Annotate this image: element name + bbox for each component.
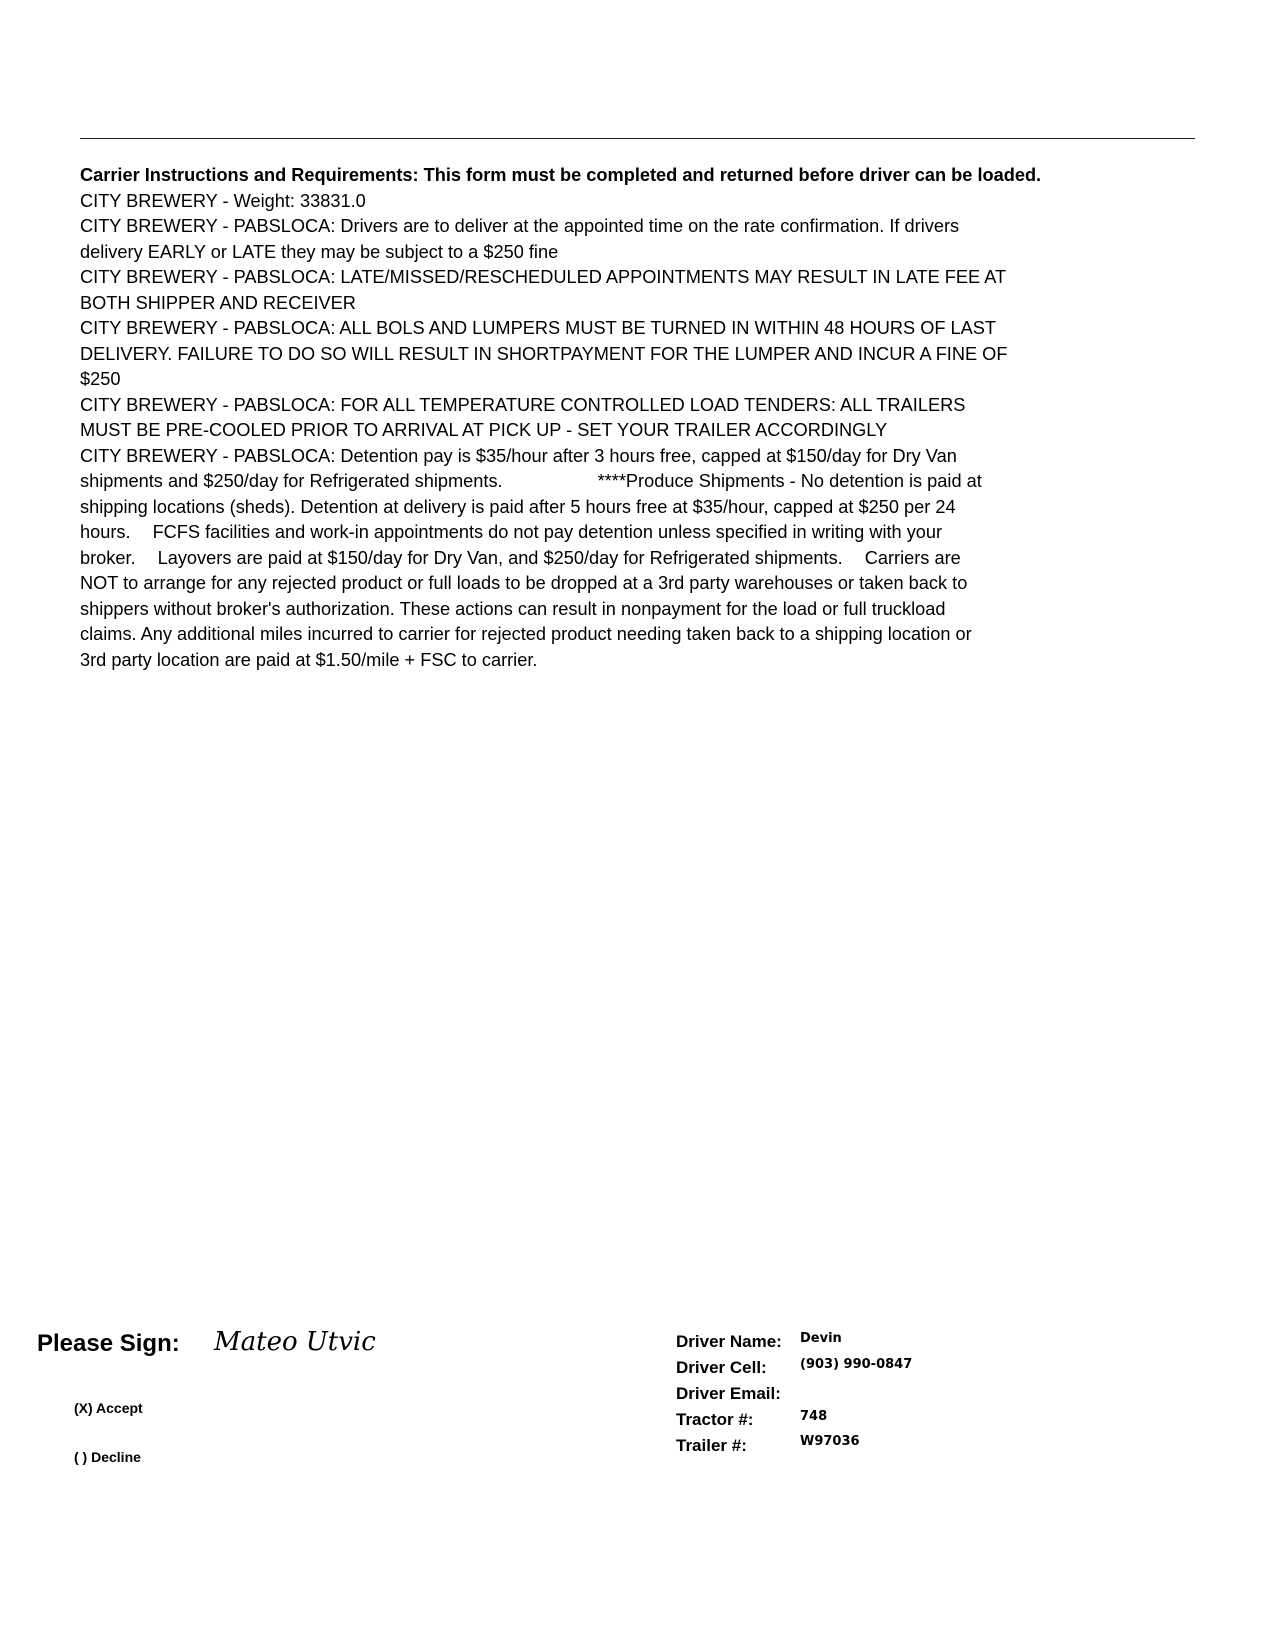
carrier-instructions (80, 163, 1200, 673)
accept-option[interactable]: (X) Accept (74, 1400, 143, 1416)
driver-cell-label: Driver Cell: (676, 1358, 767, 1377)
instruction-line: CITY BREWERY - PABSLOCA: LATE/MISSED/RESCHEDULED APPOINTMENTS MAY RESULT IN LATE FEE AT (80, 267, 1007, 287)
instruction-line: claims. Any additional miles incurred to carrier for rejected product needing taken back to a shipping location or (80, 624, 972, 644)
instruction-line: shipping locations (sheds). Detention at delivery is paid after 5 hours free at $35/hour, capped at $250 per 24 (80, 496, 956, 517)
instruction-text: Carriers are (864, 547, 961, 568)
decline-option[interactable]: ( ) Decline (74, 1449, 141, 1465)
instruction-text: FCFS facilities and work-in appointments do not pay detention unless specified in writing with your (152, 522, 943, 542)
instruction-line: DELIVERY. FAILURE TO DO SO WILL RESULT IN SHORTPAYMENT FOR THE LUMPER AND INCUR A FINE OF (80, 343, 1008, 364)
tractor-number-value: 748 (800, 1409, 828, 1424)
instruction-line (80, 469, 1200, 495)
please-sign-label: Please Sign: (37, 1330, 180, 1357)
driver-email-label: Driver Email: (676, 1384, 781, 1403)
instruction-line: CITY BREWERY - PABSLOCA: ALL BOLS AND LUMPERS MUST BE TURNED IN WITHIN 48 HOURS OF LAST (80, 318, 996, 338)
instruction-line: CITY BREWERY - PABSLOCA: FOR ALL TEMPERATURE CONTROLLED LOAD TENDERS: ALL TRAILERS (80, 394, 966, 415)
instruction-line (80, 546, 1200, 572)
driver-cell-value: (903) 990-0847 (800, 1357, 913, 1372)
instruction-line: BOTH SHIPPER AND RECEIVER (80, 292, 356, 313)
instruction-line: $250 (80, 369, 121, 389)
instructions-heading: Carrier Instructions and Requirements: This form must be completed and returned before driver can be loaded. (80, 165, 1042, 185)
header-divider (80, 138, 1195, 139)
driver-name-value: Devin (800, 1331, 842, 1346)
instruction-text: ****Produce Shipments - No detention is paid at (597, 471, 982, 491)
instruction-line: shippers without broker's authorization. These actions can result in nonpayment for the load or full truckload (80, 598, 946, 619)
instruction-text: hours. (80, 522, 131, 542)
instruction-text: Layovers are paid at $150/day for Dry Van, and $250/day for Refrigerated shipments. (157, 547, 843, 568)
instruction-line: CITY BREWERY - PABSLOCA: Detention pay is $35/hour after 3 hours free, capped at $150/day for Dry Van (80, 445, 957, 466)
instruction-line: MUST BE PRE-COOLED PRIOR TO ARRIVAL AT PICK UP - SET YOUR TRAILER ACCORDINGLY (80, 420, 888, 440)
instruction-line: NOT to arrange for any rejected product or full loads to be dropped at a 3rd party warehouses or taken back to (80, 573, 968, 593)
instruction-line: 3rd party location are paid at $1.50/mile + FSC to carrier. (80, 649, 538, 670)
instruction-line: CITY BREWERY - Weight: 33831.0 (80, 190, 366, 211)
instruction-line: CITY BREWERY - PABSLOCA: Drivers are to deliver at the appointed time on the rate confirmation. If drivers (80, 216, 960, 236)
instruction-text: broker. (80, 547, 136, 568)
signature: Mateo Utvic (214, 1327, 376, 1357)
instruction-line: delivery EARLY or LATE they may be subject to a $250 fine (80, 241, 559, 262)
trailer-number-value: W97036 (800, 1434, 860, 1449)
tractor-number-label: Tractor #: (676, 1410, 754, 1429)
instruction-text: shipments and $250/day for Refrigerated shipments. (80, 471, 503, 491)
trailer-number-label: Trailer #: (676, 1436, 747, 1455)
driver-name-label: Driver Name: (676, 1332, 782, 1351)
instruction-line (80, 520, 1200, 546)
